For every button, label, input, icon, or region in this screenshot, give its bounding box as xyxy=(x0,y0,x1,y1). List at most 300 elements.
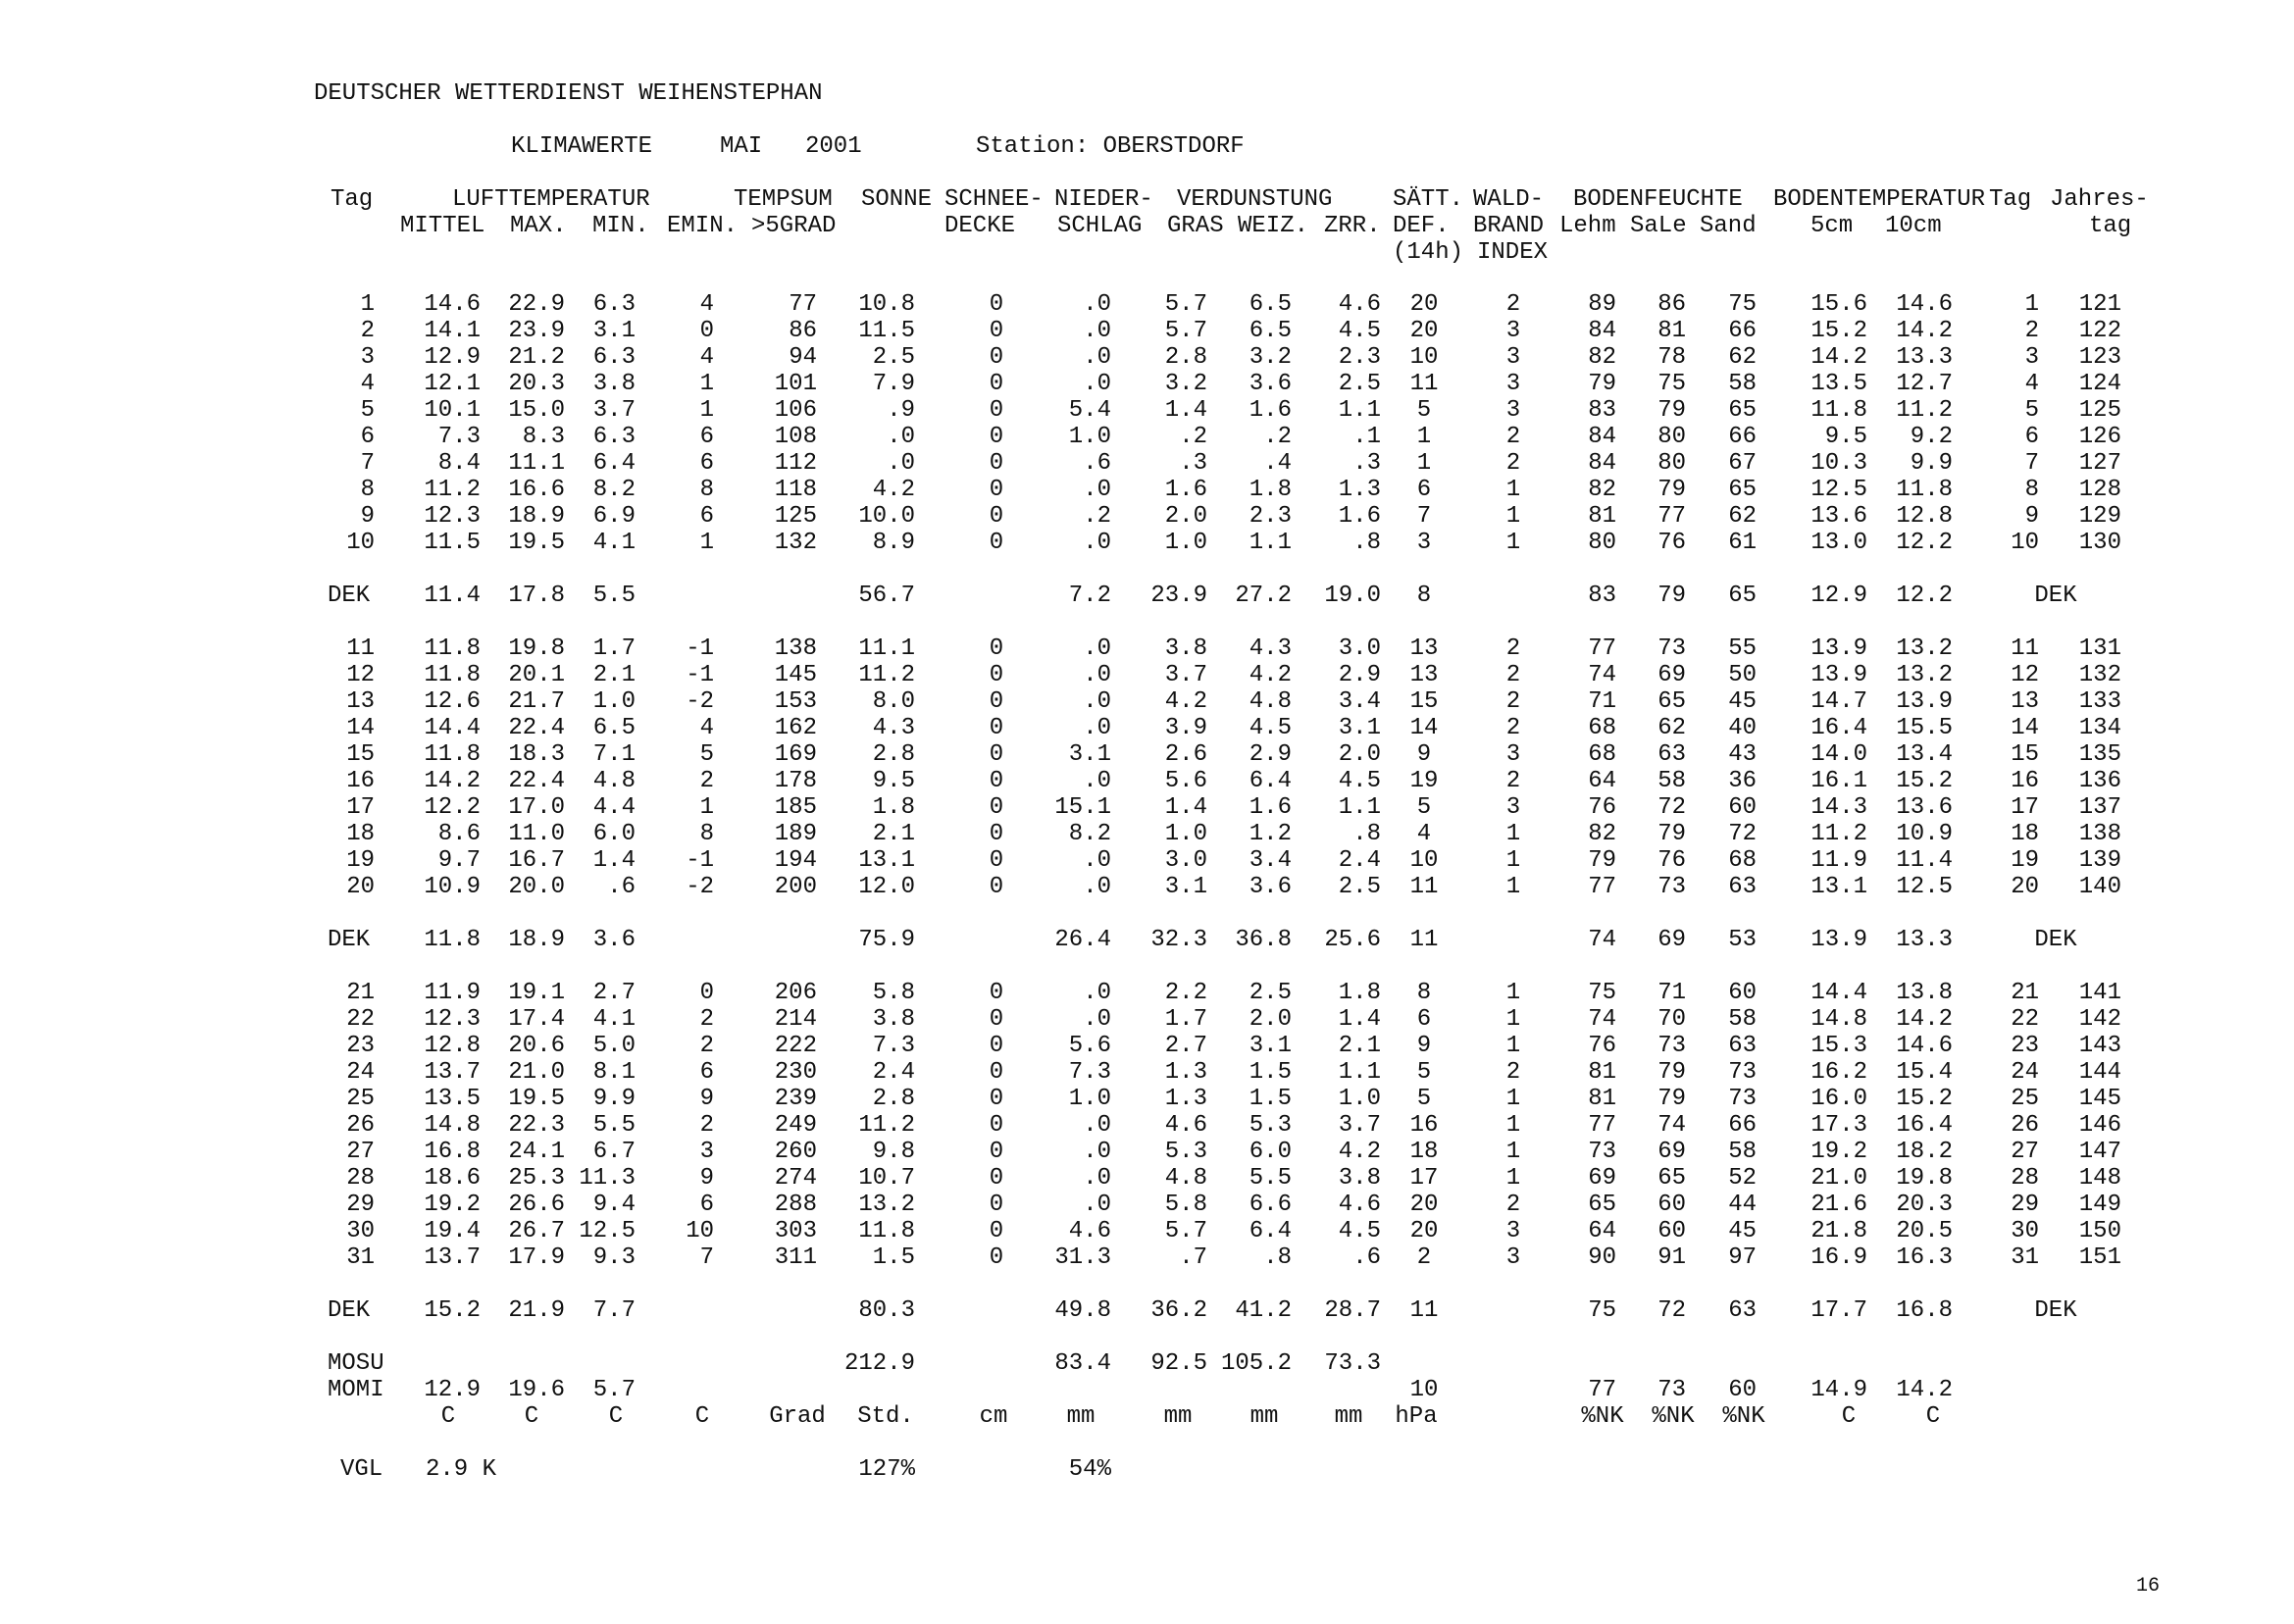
row-label: 16 xyxy=(346,768,375,794)
table-cell: 133 xyxy=(2078,688,2121,715)
table-cell: 0 xyxy=(989,1165,1004,1192)
unit-label: %NK xyxy=(1581,1403,1624,1430)
table-cell: .0 xyxy=(1083,874,1111,900)
table-cell: 0 xyxy=(989,371,1004,397)
table-cell: 10.0 xyxy=(858,503,915,530)
table-cell: 13.6 xyxy=(1896,794,1953,821)
table-cell: 0 xyxy=(989,530,1004,556)
table-cell: 53 xyxy=(1728,927,1757,953)
table-cell: 9 xyxy=(2024,503,2039,530)
table-cell: 36 xyxy=(1728,768,1757,794)
table-cell: 80.3 xyxy=(858,1297,915,1324)
table-cell: 4 xyxy=(2024,371,2039,397)
table-cell: 1.5 xyxy=(872,1244,915,1271)
table-cell: 65 xyxy=(1657,688,1686,715)
table-cell: 4.6 xyxy=(1338,291,1381,318)
table-cell: 2 xyxy=(1505,715,1521,741)
table-cell: 20 xyxy=(1409,1192,1439,1218)
table-cell: 21.6 xyxy=(1810,1192,1867,1218)
table-cell: 153 xyxy=(774,688,817,715)
table-cell: 73 xyxy=(1657,1377,1686,1403)
unit-label: %NK xyxy=(1652,1403,1695,1430)
table-cell: 2.6 xyxy=(1164,741,1207,768)
table-cell: 19.5 xyxy=(508,1086,565,1112)
table-cell: 73.3 xyxy=(1324,1350,1381,1377)
table-cell: 12.5 xyxy=(579,1218,636,1244)
column-subheader: 10cm xyxy=(1885,213,1942,239)
table-cell: 75.9 xyxy=(858,927,915,953)
table-cell: .0 xyxy=(1083,477,1111,503)
column-header: WALD- xyxy=(1473,186,1545,213)
table-cell: 21.8 xyxy=(1810,1218,1867,1244)
table-cell: 6.0 xyxy=(1249,1139,1292,1165)
table-cell: 2 xyxy=(1505,1059,1521,1086)
table-cell: 7.1 xyxy=(592,741,636,768)
table-cell: 83 xyxy=(1588,397,1616,424)
table-cell: 1.0 xyxy=(1068,424,1111,450)
table-cell: 16.6 xyxy=(508,477,565,503)
table-cell: 15.2 xyxy=(1896,768,1953,794)
table-cell: 145 xyxy=(774,662,817,688)
row-label: 20 xyxy=(346,874,375,900)
table-cell: 311 xyxy=(774,1244,817,1271)
report-year: 2001 xyxy=(805,133,862,160)
table-cell: 0 xyxy=(989,424,1004,450)
table-cell: 75 xyxy=(1728,291,1757,318)
table-cell: 13.2 xyxy=(1896,662,1953,688)
table-cell: 274 xyxy=(774,1165,817,1192)
column-subheader: Lehm xyxy=(1559,213,1616,239)
table-cell: 63 xyxy=(1728,874,1757,900)
table-cell: 19.1 xyxy=(508,980,565,1006)
table-cell: 16.4 xyxy=(1896,1112,1953,1139)
table-cell: 11.5 xyxy=(424,530,481,556)
table-cell: 0 xyxy=(989,450,1004,477)
table-cell: 9.5 xyxy=(872,768,915,794)
table-cell: 5.5 xyxy=(592,583,636,609)
table-cell: 2 xyxy=(699,1033,714,1059)
table-cell: 142 xyxy=(2078,1006,2121,1033)
table-cell: 1 xyxy=(1505,1033,1521,1059)
table-cell: 0 xyxy=(989,768,1004,794)
table-cell: 2.9 xyxy=(1338,662,1381,688)
table-cell: 3 xyxy=(2024,344,2039,371)
table-cell: 5.8 xyxy=(872,980,915,1006)
table-cell: 13.3 xyxy=(1896,344,1953,371)
table-cell: 13.5 xyxy=(424,1086,481,1112)
unit-label: %NK xyxy=(1722,1403,1765,1430)
table-cell: 6.0 xyxy=(592,821,636,847)
table-cell: 1.0 xyxy=(1068,1086,1111,1112)
table-cell: 138 xyxy=(774,635,817,662)
table-cell: 2.9 xyxy=(1249,741,1292,768)
table-cell: 24 xyxy=(2011,1059,2039,1086)
table-cell: 101 xyxy=(774,371,817,397)
table-cell: 1.3 xyxy=(1164,1059,1207,1086)
table-cell: 12.2 xyxy=(1896,530,1953,556)
table-cell: 45 xyxy=(1728,688,1757,715)
table-cell: 15.2 xyxy=(1896,1086,1953,1112)
table-cell: 2.8 xyxy=(872,741,915,768)
table-cell: 18.3 xyxy=(508,741,565,768)
table-cell: 77 xyxy=(789,291,817,318)
table-cell: 77 xyxy=(1588,1377,1616,1403)
table-cell: 0 xyxy=(989,874,1004,900)
table-cell: 7.2 xyxy=(1068,583,1111,609)
table-cell: 6.3 xyxy=(592,424,636,450)
row-label: 30 xyxy=(346,1218,375,1244)
table-cell: 18 xyxy=(2011,821,2039,847)
table-cell: 0 xyxy=(989,503,1004,530)
table-cell: .8 xyxy=(1352,530,1381,556)
table-cell: 18.2 xyxy=(1896,1139,1953,1165)
table-cell: 5.3 xyxy=(1164,1139,1207,1165)
table-cell: 4.5 xyxy=(1338,1218,1381,1244)
table-cell: 136 xyxy=(2078,768,2121,794)
table-cell: 3.7 xyxy=(1338,1112,1381,1139)
table-cell: 8.3 xyxy=(522,424,565,450)
table-cell: 74 xyxy=(1588,927,1616,953)
table-cell: 3.8 xyxy=(592,371,636,397)
table-cell: 2.5 xyxy=(872,344,915,371)
table-cell: 22.4 xyxy=(508,715,565,741)
table-cell: 65 xyxy=(1728,583,1757,609)
table-cell: 19.8 xyxy=(1896,1165,1953,1192)
table-cell: 9 xyxy=(1416,741,1432,768)
table-cell: 11.8 xyxy=(1896,477,1953,503)
table-cell: 3 xyxy=(1505,397,1521,424)
table-cell: 13.9 xyxy=(1810,635,1867,662)
table-cell: 19.0 xyxy=(1324,583,1381,609)
table-cell: 2 xyxy=(1505,424,1521,450)
table-cell: 50 xyxy=(1728,662,1757,688)
table-cell: 76 xyxy=(1657,530,1686,556)
table-cell: 8 xyxy=(699,821,714,847)
table-cell: 7.9 xyxy=(872,371,915,397)
table-cell: 10.9 xyxy=(1896,821,1953,847)
table-cell: 21.0 xyxy=(508,1059,565,1086)
table-cell: 81 xyxy=(1588,1086,1616,1112)
table-cell: 15.5 xyxy=(1896,715,1953,741)
table-cell: 214 xyxy=(774,1006,817,1033)
table-cell: 118 xyxy=(774,477,817,503)
table-cell: .6 xyxy=(1083,450,1111,477)
table-cell: 137 xyxy=(2078,794,2121,821)
table-cell: .3 xyxy=(1179,450,1207,477)
table-cell: 11.2 xyxy=(1810,821,1867,847)
table-cell: 14.9 xyxy=(1810,1377,1867,1403)
table-cell: .0 xyxy=(1083,662,1111,688)
table-cell: 1.3 xyxy=(1164,1086,1207,1112)
table-cell: 26.4 xyxy=(1054,927,1111,953)
table-cell: 11.1 xyxy=(508,450,565,477)
table-cell: 77 xyxy=(1588,874,1616,900)
column-subheader: Sand xyxy=(1700,213,1757,239)
table-cell: 94 xyxy=(789,344,817,371)
table-cell: 3.7 xyxy=(592,397,636,424)
table-cell: 17.7 xyxy=(1810,1297,1867,1324)
table-cell: 75 xyxy=(1657,371,1686,397)
unit-label: cm xyxy=(979,1403,1008,1430)
table-cell: 145 xyxy=(2078,1086,2121,1112)
table-cell: 22.3 xyxy=(508,1112,565,1139)
column-subheader: DECKE xyxy=(944,213,1016,239)
table-cell: 206 xyxy=(774,980,817,1006)
table-cell: 162 xyxy=(774,715,817,741)
table-cell: 13.9 xyxy=(1896,688,1953,715)
table-cell: 3 xyxy=(1505,1244,1521,1271)
table-cell: 3.1 xyxy=(1164,874,1207,900)
column-header: SÄTT. xyxy=(1393,186,1464,213)
table-cell: 151 xyxy=(2078,1244,2121,1271)
table-cell: .2 xyxy=(1083,503,1111,530)
table-cell: 10.7 xyxy=(858,1165,915,1192)
table-cell: 1.1 xyxy=(1338,397,1381,424)
table-cell: 16.9 xyxy=(1810,1244,1867,1271)
table-cell: 6 xyxy=(1416,477,1432,503)
report-title: KLIMAWERTE xyxy=(511,133,653,160)
table-cell: 12.1 xyxy=(424,371,481,397)
table-cell: 79 xyxy=(1657,477,1686,503)
table-cell: 0 xyxy=(989,1006,1004,1033)
table-cell: 79 xyxy=(1657,397,1686,424)
table-cell: 69 xyxy=(1657,927,1686,953)
table-cell: 60 xyxy=(1657,1218,1686,1244)
table-cell: 17.3 xyxy=(1810,1112,1867,1139)
table-cell: 76 xyxy=(1588,1033,1616,1059)
table-cell: 20.5 xyxy=(1896,1218,1953,1244)
table-cell: 2 xyxy=(1505,450,1521,477)
table-cell: 3 xyxy=(1416,530,1432,556)
table-cell: 13.7 xyxy=(424,1059,481,1086)
table-cell: .2 xyxy=(1179,424,1207,450)
column-subheader: tag xyxy=(2089,213,2132,239)
table-cell: 7 xyxy=(2024,450,2039,477)
table-cell: .8 xyxy=(1352,821,1381,847)
institution-title: DEUTSCHER WETTERDIENST WEIHENSTEPHAN xyxy=(314,80,823,107)
table-cell: .0 xyxy=(1083,291,1111,318)
table-cell: .0 xyxy=(1083,1139,1111,1165)
table-cell: 55 xyxy=(1728,635,1757,662)
unit-label: C xyxy=(524,1403,539,1430)
table-cell: 2 xyxy=(1505,1192,1521,1218)
table-cell: 11.4 xyxy=(424,583,481,609)
table-cell: 11.8 xyxy=(424,741,481,768)
table-cell: 19.6 xyxy=(508,1377,565,1403)
table-cell: 2 xyxy=(1505,768,1521,794)
table-cell: 31 xyxy=(2011,1244,2039,1271)
table-cell: 74 xyxy=(1588,662,1616,688)
table-cell: 22.9 xyxy=(508,291,565,318)
table-cell: 79 xyxy=(1588,371,1616,397)
table-cell: 27.2 xyxy=(1235,583,1292,609)
table-cell: 10 xyxy=(686,1218,714,1244)
table-cell: 2.8 xyxy=(1164,344,1207,371)
table-cell: 6.5 xyxy=(1249,318,1292,344)
table-cell: 2.3 xyxy=(1338,344,1381,371)
table-cell: 25.3 xyxy=(508,1165,565,1192)
table-cell: 1.8 xyxy=(1249,477,1292,503)
table-cell: 129 xyxy=(2078,503,2121,530)
table-cell: 10 xyxy=(1409,344,1439,371)
row-label: 26 xyxy=(346,1112,375,1139)
table-cell: 194 xyxy=(774,847,817,874)
table-cell: 4.1 xyxy=(592,530,636,556)
table-cell: 222 xyxy=(774,1033,817,1059)
column-header: SONNE xyxy=(861,186,933,213)
table-cell: 9.2 xyxy=(1910,424,1953,450)
table-cell: 147 xyxy=(2078,1139,2121,1165)
report-month: MAI xyxy=(720,133,763,160)
table-cell: 81 xyxy=(1588,1059,1616,1086)
table-cell: 11.4 xyxy=(1896,847,1953,874)
table-cell: 45 xyxy=(1728,1218,1757,1244)
table-cell: 6 xyxy=(2024,424,2039,450)
table-cell: 76 xyxy=(1657,847,1686,874)
table-cell: 28.7 xyxy=(1324,1297,1381,1324)
table-cell: 58 xyxy=(1728,1139,1757,1165)
table-cell: 11.0 xyxy=(508,821,565,847)
table-cell: 2.1 xyxy=(872,821,915,847)
table-cell: 185 xyxy=(774,794,817,821)
table-cell: 16.0 xyxy=(1810,1086,1867,1112)
table-cell: 21 xyxy=(2011,980,2039,1006)
table-cell: 86 xyxy=(789,318,817,344)
table-cell: 2 xyxy=(1505,635,1521,662)
table-cell: 4.8 xyxy=(592,768,636,794)
table-cell: .0 xyxy=(887,450,915,477)
unit-label: mm xyxy=(1066,1403,1096,1430)
table-cell: 2.0 xyxy=(1164,503,1207,530)
table-cell: 5.6 xyxy=(1068,1033,1111,1059)
table-cell: 76 xyxy=(1588,794,1616,821)
table-cell: 4 xyxy=(1416,821,1432,847)
row-label: 9 xyxy=(360,503,375,530)
table-cell: 2 xyxy=(699,1006,714,1033)
column-subheader: EMIN. xyxy=(667,213,739,239)
table-cell: 106 xyxy=(774,397,817,424)
table-cell: 11.2 xyxy=(858,662,915,688)
table-cell: 65 xyxy=(1588,1192,1616,1218)
table-cell: 27 xyxy=(2011,1139,2039,1165)
table-cell: 10.1 xyxy=(424,397,481,424)
table-cell: 2.8 xyxy=(872,1086,915,1112)
table-cell: 13.3 xyxy=(1896,927,1953,953)
table-cell: 1.6 xyxy=(1164,477,1207,503)
table-cell: 61 xyxy=(1728,530,1757,556)
table-cell: 4.6 xyxy=(1164,1112,1207,1139)
table-cell: .0 xyxy=(1083,530,1111,556)
table-cell: .0 xyxy=(1083,980,1111,1006)
table-cell: 3.9 xyxy=(1164,715,1207,741)
table-cell: 63 xyxy=(1657,741,1686,768)
table-cell: 58 xyxy=(1728,371,1757,397)
table-cell: 14.4 xyxy=(424,715,481,741)
table-cell: .6 xyxy=(607,874,636,900)
table-cell: 13.0 xyxy=(1810,530,1867,556)
table-cell: 5 xyxy=(1416,794,1432,821)
table-cell: 16.7 xyxy=(508,847,565,874)
table-cell: 6.4 xyxy=(1249,1218,1292,1244)
table-cell: 6.6 xyxy=(1249,1192,1292,1218)
table-cell: 62 xyxy=(1728,344,1757,371)
column-subheader: MIN. xyxy=(592,213,649,239)
table-cell: 68 xyxy=(1588,715,1616,741)
table-cell: 2 xyxy=(2024,318,2039,344)
table-cell: .0 xyxy=(1083,768,1111,794)
row-label: 27 xyxy=(346,1139,375,1165)
table-cell: 1 xyxy=(1505,874,1521,900)
table-cell: 6 xyxy=(699,503,714,530)
table-cell: 3 xyxy=(1505,1218,1521,1244)
table-cell: 6.9 xyxy=(592,503,636,530)
table-cell: 75 xyxy=(1588,1297,1616,1324)
table-cell: 5 xyxy=(1416,397,1432,424)
table-cell: 2.4 xyxy=(1338,847,1381,874)
table-cell: 73 xyxy=(1728,1086,1757,1112)
table-cell: 150 xyxy=(2078,1218,2121,1244)
table-cell: 14.2 xyxy=(1810,344,1867,371)
table-cell: 178 xyxy=(774,768,817,794)
unit-label: mm xyxy=(1163,1403,1193,1430)
row-label: 5 xyxy=(360,397,375,424)
table-cell: 13 xyxy=(2011,688,2039,715)
table-cell: 0 xyxy=(989,1112,1004,1139)
table-cell: 12.3 xyxy=(424,503,481,530)
table-cell: 6 xyxy=(1416,1006,1432,1033)
table-cell: 14.8 xyxy=(1810,1006,1867,1033)
table-cell: .9 xyxy=(887,397,915,424)
column-header: BODENTEMPERATUR xyxy=(1773,186,1986,213)
report-institution-line xyxy=(0,80,823,108)
table-cell: 3.1 xyxy=(1068,741,1111,768)
table-cell: 3.2 xyxy=(1164,371,1207,397)
row-label: 1 xyxy=(360,291,375,318)
table-cell: 9.4 xyxy=(592,1192,636,1218)
table-cell: 14.2 xyxy=(1896,318,1953,344)
table-cell: 82 xyxy=(1588,477,1616,503)
table-cell: 8.6 xyxy=(437,821,481,847)
unit-label: C xyxy=(1925,1403,1941,1430)
unit-label: C xyxy=(694,1403,710,1430)
table-cell: 60 xyxy=(1657,1192,1686,1218)
table-cell: 7 xyxy=(1416,503,1432,530)
table-cell: 75 xyxy=(1588,980,1616,1006)
table-cell: 1 xyxy=(699,371,714,397)
table-cell: 3.1 xyxy=(1249,1033,1292,1059)
table-cell: 1.4 xyxy=(592,847,636,874)
table-cell: 18 xyxy=(1409,1139,1439,1165)
table-cell: 8.2 xyxy=(592,477,636,503)
table-cell: 6.3 xyxy=(592,291,636,318)
table-cell: 12.7 xyxy=(1896,371,1953,397)
table-cell: -2 xyxy=(686,874,714,900)
table-cell: 1 xyxy=(1505,1006,1521,1033)
table-cell: 3 xyxy=(1505,741,1521,768)
table-cell: 20.6 xyxy=(508,1033,565,1059)
table-cell: 78 xyxy=(1657,344,1686,371)
row-label: 3 xyxy=(360,344,375,371)
table-cell: 40 xyxy=(1728,715,1757,741)
table-cell: 1.1 xyxy=(1249,530,1292,556)
table-cell: 14.8 xyxy=(424,1112,481,1139)
table-cell: 1 xyxy=(1505,477,1521,503)
row-label: MOSU xyxy=(328,1350,384,1377)
table-cell: 8 xyxy=(2024,477,2039,503)
table-cell: 0 xyxy=(989,847,1004,874)
table-cell: 3.4 xyxy=(1338,688,1381,715)
table-cell: 12.8 xyxy=(1896,503,1953,530)
